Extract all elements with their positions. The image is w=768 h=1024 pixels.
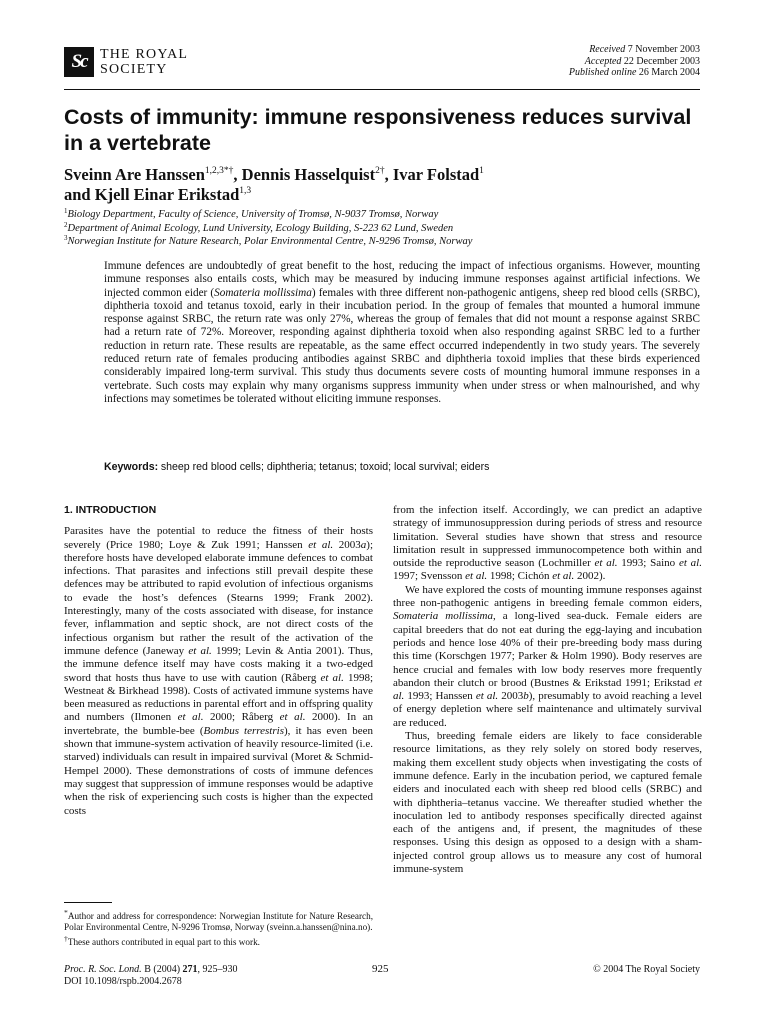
abstract-species-name: Somateria mollissima — [214, 286, 312, 299]
author-name: Kjell Einar Erikstad — [94, 185, 240, 204]
body-text-italic: Somateria mollissima — [393, 610, 493, 623]
body-text: 1998; Cichón — [487, 570, 553, 583]
affiliation-item — [64, 235, 704, 249]
publisher-name — [100, 47, 188, 77]
keywords-text: sheep red blood cells; diphtheria; tetanus; toxoid; local survival; eiders — [160, 461, 490, 473]
abstract-text: ) females with three different non-pathogenic antigens, sheep red blood cells (SRBC), diphtheria toxoid and tetanus toxoid, early in their incubation period. In the group of females that mounted a humoral immune response against SRBC, the return rate was only 27%, whereas the group of females that did not mount a response against SRBC had a return rate of 72%. Moreover, responding against diphtheria toxoid when also responding against SRBC led to a further reduction in return rate. These results are repeatable, as the same effect occurred independently in two study years. The severely reduced return rate of females producing antibodies against SRBC and diphtheria toxoid implies that these birds experienced considerably impaired long-term survival. This study thus documents severe costs of mounting humoral immune responses in a vertebrate. Such costs may explain why many organisms suppress immunity when under stress or when malnourished, and why infections may sometimes be tolerated without eliciting immune responses. — [104, 286, 700, 405]
body-text: , a long-lived sea-duck. Female eiders are capital breeders that do not eat during the egg-laying and incubation periods and hence lose 40% of their pre-breeding body mass during this time (Korschgen 1977; Parker & Holm 1990). Body reserves are hence crucial and females with low body reserves more frequently abandon their clutch or brood (Bustnes & Erikstad 1991; Erikstad — [393, 610, 702, 689]
section-heading: 1. INTRODUCTION — [64, 504, 157, 516]
body-text: from the infection itself. Accordingly, we can predict an adaptive strategy of immunosuppression during periods of stress and resource limitation. Several studies have shown that stress and resource limitation result in suppressed immunocompetence both within and outside the reproductive season (Lochmiller — [393, 504, 702, 570]
keywords — [104, 461, 700, 474]
journal-series: B — [141, 964, 151, 975]
body-paragraph: Thus, breeding female eiders are likely to face considerable resource limitations, as they rely solely on stored body reserves, making them excellent study objects when investigating the costs of immune defence. Early in the incubation period, we captured female eiders and inoculated each with sheep red blood cells (SRBC) and with diphtheria–tetanus vaccine. We thereafter studied whether the inoculation led to antibody responses specifically directed against each of the antigens and, if present, the magnitudes of these responses. Using this design as opposed to a design with a sham-injected control group allows us to measure any cost of humoral immune-system — [393, 730, 702, 876]
abstract-text: Immune defences are undoubtedly of great benefit to the host, reducing the impact of infectious organisms. However, mounting immune responses also entails costs, which may be measured by inducing immune responses against artificial infections. We injected common eider ( — [104, 260, 700, 299]
publisher-name-line2: SOCIETY — [100, 62, 168, 77]
footnote-text: Author and address for correspondence: Norwegian Institute for Nature Research, Polar Environmental Centre, N-9296 Tromsø, Norway (sveinn.a.hanssen@nina.no). — [64, 911, 373, 933]
affiliation-text: Biology Department, Faculty of Science, University of Tromsø, N-9037 Tromsø, Norway — [67, 209, 439, 220]
doi: DOI 10.1098/rspb.2004.2678 — [64, 976, 182, 987]
author-name: Sveinn Are Hanssen — [64, 165, 205, 184]
body-text-italic: et al. — [393, 676, 702, 703]
body-text: We have explored the costs of mounting immune responses against three non-pathogenic antigens in breeding female common eiders, — [393, 583, 702, 610]
author-affiliation-marker: 1,3 — [239, 186, 252, 196]
body-text: 2003 — [498, 690, 524, 703]
accepted-date: 22 December 2003 — [623, 55, 700, 67]
body-text-italic: et al. — [188, 644, 212, 657]
affiliation-number: 1 — [64, 207, 68, 215]
royal-society-logo — [64, 46, 188, 78]
body-text: 2000). In an invertebrate, the bumble-bee ( — [64, 711, 373, 737]
received-label: Received — [589, 44, 626, 55]
body-text: Parasites have the potential to reduce the fitness of their hosts severely (Price 1980; Loye & Zuk 1991; Hanssen — [64, 525, 373, 551]
body-text-italic: et al. — [552, 570, 575, 583]
body-text-italic: et al. — [279, 711, 306, 724]
body-text-italic: et al. — [475, 690, 499, 703]
footnote-rule — [64, 902, 112, 903]
article-title: Costs of immunity: immune responsiveness reduces survival in a vertebrate — [64, 105, 692, 155]
body-paragraph — [393, 504, 702, 584]
affiliation-number: 3 — [64, 234, 68, 242]
author-affiliation-marker: 1 — [479, 166, 484, 176]
received-date-line — [569, 44, 700, 56]
footnote-marker: * — [64, 908, 68, 917]
author-separator: , — [384, 165, 393, 184]
body-text-italic: Bombus terrestris — [203, 724, 284, 737]
author-affiliation-marker: 2† — [375, 166, 385, 176]
author-name: Ivar Folstad — [392, 165, 480, 184]
body-text: 1997; Svensson — [393, 570, 466, 583]
body-text-italic: et al. — [308, 538, 334, 551]
author-list — [64, 165, 684, 205]
body-text: 1998; Westneat & Birkhead 1998). Costs of activated immune systems have been measured as reductions in parental effort and in offspring quality and numbers (Ilmonen — [64, 671, 374, 724]
body-text-italic: et al. — [465, 570, 488, 583]
author-name: Dennis Hasselquist — [241, 165, 376, 184]
published-label: Published online — [568, 67, 637, 78]
affiliation-text: Department of Animal Ecology, Lund University, Ecology Building, S-223 62 Lund, Sweden — [67, 222, 454, 234]
journal-volume: 271 — [182, 964, 198, 975]
publication-dates — [569, 44, 700, 79]
body-column-right — [393, 504, 702, 876]
body-text: ); therefore hosts have developed elaborate immune defences to combat infections. That parasites and infections still prevail despite these defences may be attributed to rapid evolution of infectious organisms to evade the host’s defences (Stearns 1999; Frank 2002). Interestingly, many of the costs associated with disease, for instance fever, inflammation and septic shock, are not direct costs of the infectious organism but rather the result of the activation of the immune defence (Janeway — [64, 538, 374, 657]
affiliation-list — [64, 208, 704, 249]
body-text: 2003 — [333, 538, 361, 551]
footnote-marker: † — [64, 934, 68, 944]
body-text-italic: et al. — [177, 711, 204, 724]
body-paragraph — [64, 525, 373, 818]
abstract — [104, 260, 700, 406]
published-date: 26 March 2004 — [638, 67, 700, 78]
journal-year: (2004) — [150, 964, 183, 975]
accepted-label: Accepted — [584, 55, 622, 67]
body-text-italic: et al. — [594, 557, 618, 570]
footnote-equal-contribution — [64, 933, 373, 948]
body-text-italic: et al. — [320, 671, 344, 684]
affiliation-item — [64, 208, 704, 222]
body-paragraph — [393, 584, 702, 730]
body-text-italic: et al. — [678, 557, 702, 570]
page-number: 925 — [372, 963, 389, 975]
author-affiliation-marker: 1,2,3*† — [204, 166, 234, 176]
body-text: ), it has even been shown that immune-system activation of heavily resource-limited (i.e. starved) individuals can result in impaired survival (Moret & Schmid-Hempel 2000). These demonstrations of costs of immune defences may suggest that suppression of immune responses would be adaptive when the risk of experiencing such costs is higher than the expected costs — [64, 724, 373, 817]
journal-citation — [64, 964, 238, 977]
royal-society-emblem-icon: Sc — [64, 47, 94, 77]
author-separator: , — [233, 165, 242, 184]
body-text: 1993; Saino — [617, 557, 679, 570]
received-date: 7 November 2003 — [627, 44, 700, 55]
affiliation-item — [64, 222, 704, 236]
body-text-italic: a — [360, 538, 367, 551]
body-text: 2000; Råberg — [203, 711, 280, 724]
publisher-name-line1: THE ROYAL — [100, 47, 189, 62]
footnote-correspondence — [64, 907, 373, 933]
body-column-left — [64, 504, 373, 818]
accepted-date-line — [569, 56, 700, 68]
published-date-line — [569, 67, 700, 79]
footnotes — [64, 907, 373, 949]
footnote-text: These authors contributed in equal part to this work. — [67, 937, 260, 948]
journal-name: Proc. R. Soc. Lond. — [64, 964, 142, 975]
affiliation-number: 2 — [64, 220, 68, 229]
body-text: 1999; Levin & Antia 2001). Thus, the immune defence itself may have costs making it a two-edged sword that hosts thus have to use with caution (Råberg — [64, 644, 373, 684]
author-separator: and — [64, 185, 95, 204]
header-rule — [64, 89, 700, 90]
body-text: ), presumably to avoid reaching a level of energy depletion where self maintenance and ultimately survival are reduced. — [393, 690, 703, 729]
journal-pages: , 925–930 — [197, 964, 238, 975]
body-text: 1993; Hanssen — [404, 690, 476, 703]
affiliation-text: Norwegian Institute for Nature Research, Polar Environmental Centre, N-9296 Tromsø, Norway — [67, 236, 473, 247]
body-text-italic: b — [523, 690, 529, 703]
keywords-label: Keywords: — [104, 461, 159, 473]
body-text: 2002). — [574, 570, 606, 583]
copyright: © 2004 The Royal Society — [593, 964, 700, 975]
